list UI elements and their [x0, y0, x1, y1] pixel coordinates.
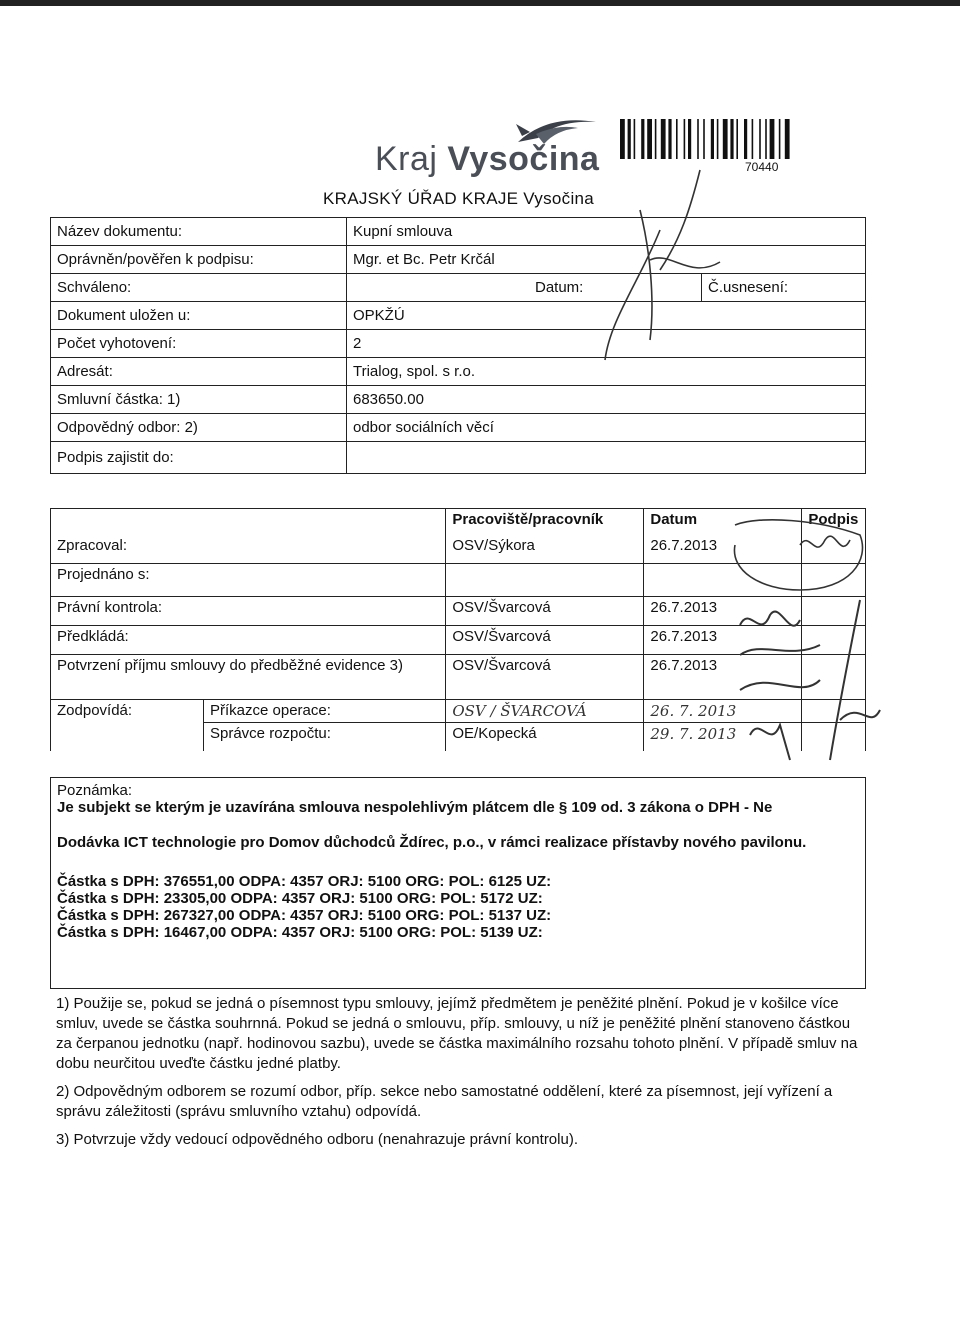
- value-ulozen: OPKŽÚ: [347, 302, 866, 330]
- spravce-label: Správce rozpočtu:: [204, 723, 446, 752]
- table-row: [51, 358, 866, 386]
- label-adresat: Adresát:: [51, 358, 347, 386]
- note-vat-line: Je subjekt se kterým je uzavírána smlouva nespolehlivým plátcem dle § 109 od. 3 zákona o DPH - Ne: [57, 799, 773, 816]
- table-row: [51, 564, 866, 597]
- logo-text-kraj: Kraj: [375, 140, 438, 178]
- row-signature: [802, 655, 866, 700]
- table-row: [51, 597, 866, 626]
- note-amount-1: Částka s DPH: 376551,00 ODPA: 4357 ORJ: 5100 ORG: POL: 6125 UZ:: [57, 873, 552, 890]
- top-border: [0, 0, 960, 6]
- label-odbor: Odpovědný odbor: 2): [51, 414, 347, 442]
- footnotes: [50, 990, 866, 1158]
- row-label: Zpracoval:: [51, 535, 446, 564]
- value-odbor: odbor sociálních věcí: [347, 414, 866, 442]
- row-date: 26.7.2013: [644, 597, 802, 626]
- label-usneseni: Č.usnesení:: [702, 274, 866, 302]
- value-podpis-zajistit: [347, 442, 866, 474]
- header-empty: [51, 509, 446, 536]
- row-signature: [802, 626, 866, 655]
- row-date: 26.7.2013: [644, 655, 802, 700]
- table-row: [51, 414, 866, 442]
- row-signature: [802, 700, 866, 723]
- footnote-3: 3) Potvrzuje vždy vedoucí odpovědného odboru (nenahrazuje právní kontrolu).: [56, 1131, 578, 1148]
- summary-table: [50, 217, 866, 474]
- table-row: [51, 700, 866, 723]
- spravce-date-handwritten: 29. 7. 2013: [644, 723, 802, 752]
- value-pocet: 2: [347, 330, 866, 358]
- prikazce-label: Příkazce operace:: [204, 700, 446, 723]
- barcode-number: 70440: [745, 160, 779, 174]
- table-row: [51, 330, 866, 358]
- row-worker: OSV/Švarcová: [446, 655, 644, 700]
- value-schvaleno: [347, 274, 530, 302]
- table-row: [51, 626, 866, 655]
- note-amount-4: Částka s DPH: 16467,00 ODPA: 4357 ORJ: 5100 ORG: POL: 5139 UZ:: [57, 924, 543, 941]
- row-label: Potvrzení příjmu smlouvy do předběžné evidence 3): [51, 655, 446, 700]
- table-row: [51, 218, 866, 246]
- label-datum: Datum:: [529, 274, 702, 302]
- table-row: [51, 655, 866, 700]
- note-description: Dodávka ICT technologie pro Domov důchodců Ždírec, p.o., v rámci realizace přístavby nového pavilonu.: [57, 834, 807, 851]
- label-opravnen: Oprávněn/pověřen k podpisu:: [51, 246, 347, 274]
- row-date: 26.7.2013: [644, 535, 802, 564]
- spravce-value: OE/Kopecká: [446, 723, 644, 752]
- row-label: Projednáno s:: [51, 564, 446, 597]
- prikazce-date-handwritten: 26. 7. 2013: [644, 700, 802, 723]
- note-box: [50, 777, 866, 989]
- table-row: [51, 386, 866, 414]
- label-schvaleno: Schváleno:: [51, 274, 347, 302]
- workflow-table: [50, 508, 866, 751]
- value-adresat: Trialog, spol. s r.o.: [347, 358, 866, 386]
- row-signature: [802, 597, 866, 626]
- value-castka: 683650.00: [347, 386, 866, 414]
- table-row: [51, 442, 866, 474]
- header-date: Datum: [644, 509, 802, 536]
- row-worker: OSV/Sýkora: [446, 535, 644, 564]
- header-signature: Podpis: [802, 509, 866, 536]
- row-label: Předkládá:: [51, 626, 446, 655]
- row-worker: OSV/Švarcová: [446, 626, 644, 655]
- barcode-icon: [620, 119, 845, 159]
- note-amount-2: Částka s DPH: 23305,00 ODPA: 4357 ORJ: 5100 ORG: POL: 5172 UZ:: [57, 890, 543, 907]
- row-date: [644, 564, 802, 597]
- header-workplace: Pracoviště/pracovník: [446, 509, 644, 536]
- logo-text: [375, 140, 599, 179]
- value-opravnen: Mgr. et Bc. Petr Krčál: [347, 246, 866, 274]
- label-nazev: Název dokumentu:: [51, 218, 347, 246]
- footnote-1: 1) Použije se, pokud se jedná o písemnost typu smlouvy, jejímž předmětem je peněžité plnění. Pokud je v košilce více smluv, uvede se částka souhrnná. Pokud se jedná o smlouvu, příp. smlouvy, u níž je peněžité plnění stanoveno částkou za čerpanou jednotku (např. hodinovou sazbu), uvede se částka maximálního rozsahu tohoto plnění. V případě smluv na dobu neurčitou uveďte částku jedné platby.: [56, 995, 858, 1072]
- logo-text-vysocina: Vysočina: [447, 140, 600, 178]
- label-pocet: Počet vyhotovení:: [51, 330, 347, 358]
- row-worker: [446, 564, 644, 597]
- office-title: KRAJSKÝ ÚŘAD KRAJE Vysočina: [323, 189, 595, 208]
- value-nazev: Kupní smlouva: [347, 218, 866, 246]
- row-signature: [802, 723, 866, 752]
- table-row: [51, 302, 866, 330]
- row-signature: [802, 564, 866, 597]
- label-ulozen: Dokument uložen u:: [51, 302, 347, 330]
- row-label: Právní kontrola:: [51, 597, 446, 626]
- table-row: [51, 535, 866, 564]
- prikazce-handwritten: OSV / ŠVARCOVÁ: [446, 700, 644, 723]
- row-worker: OSV/Švarcová: [446, 597, 644, 626]
- table-header-row: [51, 509, 866, 536]
- table-row: [51, 274, 866, 302]
- footnote-2: 2) Odpovědným odborem se rozumí odbor, příp. sekce nebo samostatné oddělení, které za písemnost, její vyřízení a správu záležitosti (správu smluvního vztahu) odpovídá.: [56, 1083, 833, 1120]
- note-amount-3: Částka s DPH: 267327,00 ODPA: 4357 ORJ: 5100 ORG: POL: 5137 UZ:: [57, 907, 552, 924]
- responsible-label: Zodpovídá:: [51, 700, 204, 752]
- row-signature: [802, 535, 866, 564]
- table-row: [51, 246, 866, 274]
- row-date: 26.7.2013: [644, 626, 802, 655]
- label-podpis-zajistit: Podpis zajistit do:: [51, 442, 347, 474]
- label-castka: Smluvní částka: 1): [51, 386, 347, 414]
- note-label: Poznámka:: [57, 782, 133, 799]
